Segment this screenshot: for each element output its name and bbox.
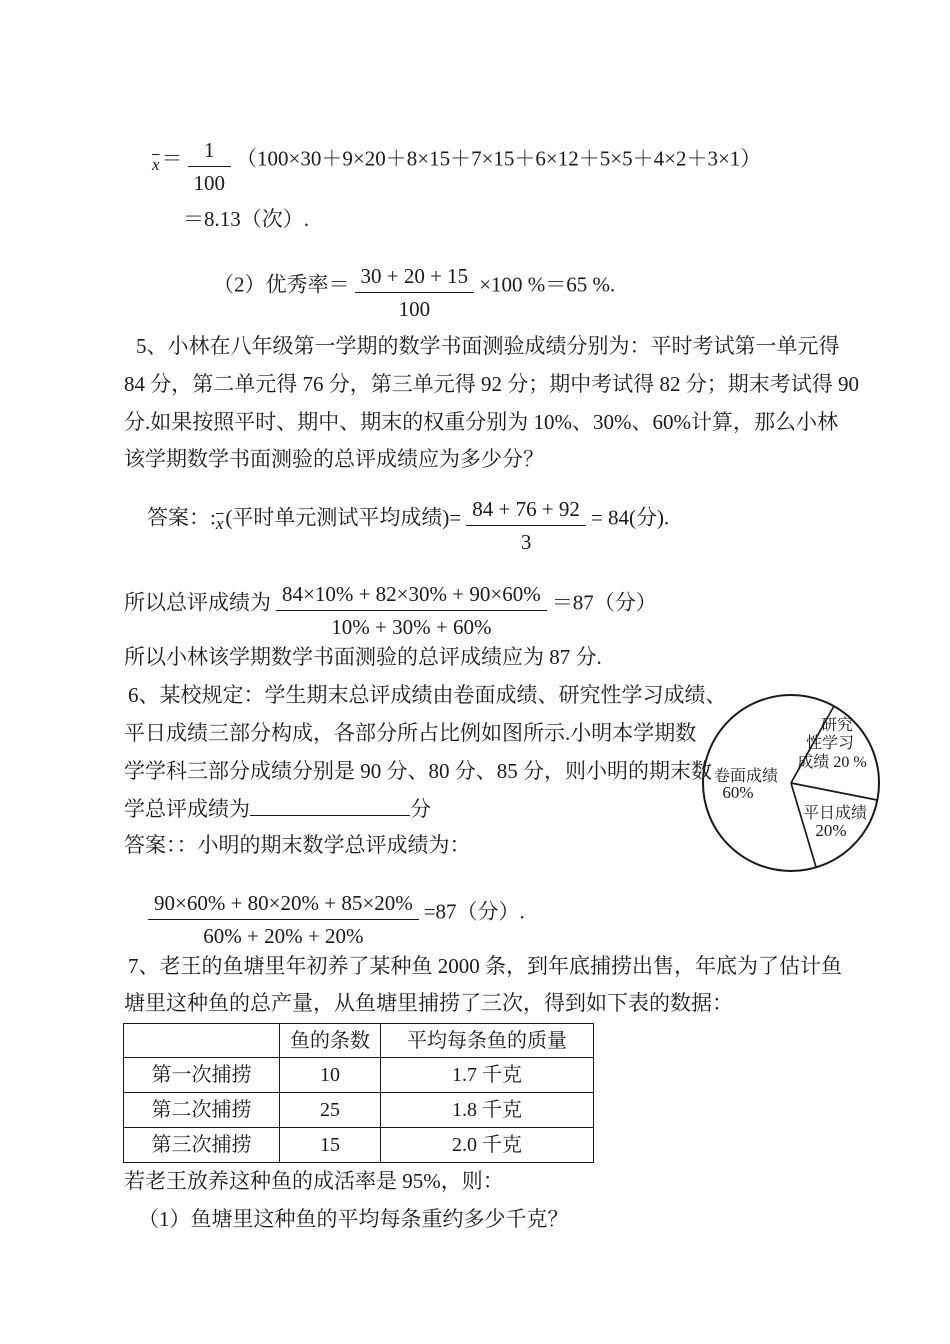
table-header-empty bbox=[124, 1024, 280, 1058]
denominator: 100 bbox=[188, 166, 232, 196]
row-weight: 1.7 千克 bbox=[381, 1058, 594, 1093]
numerator: 90×60% + 80×20% + 85×20% bbox=[154, 891, 413, 915]
q7-text-line: 7、老王的鱼塘里年初养了某种鱼 2000 条，到年底捕捞出售，年底为了估计鱼 bbox=[128, 954, 842, 978]
q5-text-line: 该学期数学书面测验的总评成绩应为多少分？ bbox=[124, 447, 544, 471]
table-row bbox=[124, 1128, 594, 1163]
numerator: 84×10% + 82×30% + 90×60% bbox=[282, 582, 541, 606]
numerator: 84 + 76 + 92 bbox=[472, 497, 580, 521]
q5-answer-formula bbox=[147, 490, 670, 554]
row-label: 第三次捕捞 bbox=[124, 1128, 280, 1163]
q5-text-line: 分.如果按照平时、期中、期末的权重分别为 10%、30%、60%计算，那么小林 bbox=[124, 410, 838, 434]
xbar-symbol: x bbox=[152, 155, 160, 175]
weighted-sum-expression: （100×30＋9×20＋8×15＋7×15＋6×12＋5×5＋4×2＋3×1） bbox=[236, 146, 762, 171]
q6-blank-line bbox=[124, 795, 431, 822]
denominator: 100 bbox=[355, 292, 475, 322]
fraction-unit-mean bbox=[466, 496, 586, 555]
denominator: 60% + 20% + 20% bbox=[148, 919, 419, 949]
row-weight: 2.0 千克 bbox=[381, 1128, 594, 1163]
q7-text-line: 塘里这种鱼的总产量，从鱼塘里捕捞了三次，得到如下表的数据： bbox=[124, 991, 733, 1015]
q5-conclusion-line: 所以小林该学期数学书面测验的总评成绩应为 87 分. bbox=[124, 645, 602, 669]
answer-label: (平时单元测试平均成绩)= bbox=[225, 505, 462, 530]
pie-label-research-line1: 研究 bbox=[820, 717, 854, 734]
pie-label-exam-line2: 60% bbox=[722, 783, 754, 802]
row-label: 第二次捕捞 bbox=[124, 1093, 280, 1128]
equals-sign: ＝ bbox=[161, 146, 183, 171]
q7-subquestion-line: （1）鱼塘里这种鱼的平均每条重约多少千克？ bbox=[138, 1207, 569, 1231]
q6-text-line: 学学科三部分成绩分别是 90 分、80 分、85 分，则小明的期末数 bbox=[124, 759, 712, 783]
rate-suffix: ×100 %＝65 %. bbox=[479, 272, 616, 297]
pie-slice-divider bbox=[791, 783, 816, 867]
row-label: 第一次捕捞 bbox=[124, 1058, 280, 1093]
q6-answer-intro-line: 答案：：小明的期末数学总评成绩为： bbox=[124, 833, 471, 857]
table-header-count: 鱼的条数 bbox=[280, 1024, 381, 1058]
answer-result: = 84 bbox=[590, 505, 630, 530]
table-header-weight: 平均每条鱼的质量 bbox=[381, 1024, 594, 1058]
row-weight: 1.8 千克 bbox=[381, 1093, 594, 1128]
fraction-1-over-100 bbox=[188, 137, 232, 196]
q6-total-formula bbox=[143, 884, 525, 948]
total-result: ＝87（分） bbox=[551, 590, 657, 615]
pie-label-daily-line2: 20% bbox=[815, 821, 847, 840]
q5-text-line: 84 分，第二单元得 76 分，第三单元得 92 分；期中考试得 82 分；期末考试得 90 bbox=[124, 372, 859, 396]
xbar-symbol: x bbox=[215, 514, 224, 534]
pie-slice-divider bbox=[791, 783, 877, 800]
row-count: 25 bbox=[280, 1093, 381, 1128]
denominator: 10% + 30% + 60% bbox=[276, 610, 547, 640]
table-header-row bbox=[124, 1024, 594, 1058]
pie-chart bbox=[694, 687, 888, 881]
row-count: 10 bbox=[280, 1058, 381, 1093]
numerator: 30 + 20 + 15 bbox=[360, 264, 469, 288]
blank-underline bbox=[250, 795, 410, 816]
denominator: 3 bbox=[466, 525, 586, 555]
numerator: 1 bbox=[204, 138, 215, 162]
q5-total-formula bbox=[124, 575, 657, 639]
answer-unit: (分). bbox=[629, 505, 670, 530]
table-row bbox=[124, 1058, 594, 1093]
pie-label-research-line3: 成绩 20 % bbox=[797, 754, 867, 771]
blank-prefix: 学总评成绩为 bbox=[124, 797, 250, 821]
fraction-q6-total bbox=[148, 890, 419, 949]
row-count: 15 bbox=[280, 1128, 381, 1163]
fish-catch-table bbox=[123, 1023, 594, 1163]
pie-label-exam-line1: 卷面成绩 bbox=[713, 768, 779, 785]
blank-suffix: 分 bbox=[410, 797, 431, 821]
pie-label-research-line2: 性学习 bbox=[805, 735, 855, 752]
q6-result: =87（分）. bbox=[423, 899, 525, 924]
pie-label-daily-line1: 平日成绩 bbox=[802, 805, 868, 822]
rate-prefix: （2）优秀率＝ bbox=[213, 272, 350, 297]
q4-mean-formula bbox=[152, 131, 762, 195]
q5-text-line: 5、小林在八年级第一学期的数学书面测验成绩分别为：平时考试第一单元得 bbox=[136, 334, 840, 358]
answer-prefix: 答案：: bbox=[147, 505, 216, 530]
fraction-weighted-total bbox=[276, 581, 547, 640]
q4-rate-formula bbox=[213, 257, 616, 321]
fraction-rate bbox=[355, 263, 475, 322]
q7-condition-line: 若老王放养这种鱼的成活率是 95%，则： bbox=[124, 1169, 504, 1193]
q6-text-line: 平日成绩三部分构成，各部分所占比例如图所示.小明本学期数 bbox=[124, 721, 697, 745]
table-row bbox=[124, 1093, 594, 1128]
total-prefix: 所以总评成绩为 bbox=[124, 590, 271, 615]
q4-result-line: ＝8.13（次）. bbox=[183, 207, 309, 231]
q6-text-line: 6、某校规定：学生期末总评成绩由卷面成绩、研究性学习成绩、 bbox=[128, 683, 727, 707]
